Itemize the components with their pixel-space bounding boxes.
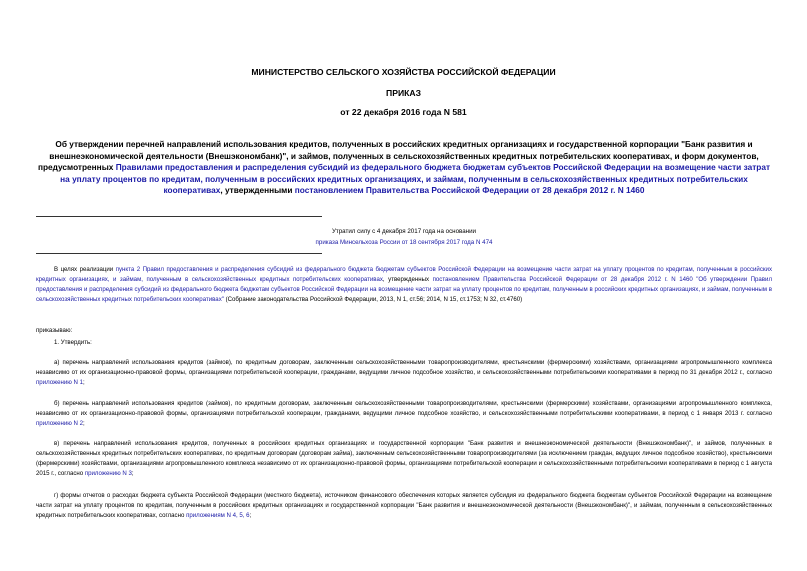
item-d-text: г) формы отчетов о расходах бюджета субъекта Российской Федерации (местного бюджета), источником финансового обеспечения которых является субсидия из федерального бюджета бюджетам субъектов Российской Федерации на возмещение части затрат на уплату процентов по кредитам, полученным в российских кредитных организациях и государственной корпорации "Банк развития и внешнеэкономической деятельности (Внешэкономбанк)", и займам, полученным в сельскохозяйственных кредитных потребительских кооперативах, согласно — [36, 492, 772, 519]
item-d-link[interactable]: приложениям N 4, 5, 6 — [186, 511, 250, 519]
item-a-paragraph — [36, 358, 772, 388]
title-link-resolution[interactable]: постановлением Правительства Российской Федерации от 28 декабря 2012 г. N 1460 — [294, 185, 645, 196]
item-c-text: в) перечень направлений использования кредитов, полученных в российских кредитных организациях и государственной корпорации "Банк развития и внешнеэкономической деятельности (Внешэкономбанк)", и займов, полученных в сельскохозяйственных кредитных потребительских кооперативах, по кредитным договорам (договорам займа), заключенным сельскохозяйственными товаропроизводителями (за исключением граждан, ведущих личное подсобное хозяйство), крестьянскими (фермерскими) хозяйствами, организациями агропромышленного комплекса независимо от их организационно-правовой формы, организациями потребительской кооперации и сельскохозяйственными потребительскими кооперативами в период с 1 августа 2015 г., согласно — [36, 440, 772, 477]
status-notice-line: Утратил силу с 4 декабря 2017 года на основании — [331, 228, 477, 235]
status-notice-link-wrap — [36, 239, 772, 246]
item-b-end: ; — [83, 419, 85, 427]
item-b-link[interactable]: приложению N 2 — [36, 419, 84, 427]
preamble-link-rules[interactable]: пункта 2 Правил предоставления и распределения субсидий из федерального бюджета бюджетам субъектов Российской Федерации на возмещение части затрат на уплату процентов по кредитам, полученным в российских кредитных организациях, и займам, полученным в сельскохозяйственных кредитных потребительских кооперативах — [36, 266, 772, 283]
item-a-end: ; — [83, 378, 85, 386]
title-text-1: Об утверждении перечней направлений использования кредитов, полученных в российских кредитных организациях и государственной корпорации "Банк развития и внешнеэкономической деятельности (Внешэкономбанк)", и займов, полученных в сельскохозяйственных кредитных потребительских кооперативах, и форм документов, предусмотренных — [37, 139, 759, 173]
item-c-end: ; — [131, 469, 134, 477]
status-repeal-link[interactable]: приказа Минсельхоза России от 18 сентября 2017 года N 474 — [315, 239, 493, 246]
document-type-heading: ПРИКАЗ — [386, 88, 421, 98]
title-link-rules[interactable]: Правилами предоставления и распределения субсидий из федерального бюджета бюджетам субъектов Российской Федерации на возмещение части затрат на уплату процентов по кредитам, полученным в российских кредитных организациях, и займам, полученным в сельскохозяйственных кредитных потребительских кооперативах — [60, 162, 771, 196]
preamble-text-3: (Собрание законодательства Российской Федерации, 2013, N 1, ст.56; 2014, N 15, ст.1753; N 32, ст.4760) — [223, 295, 523, 303]
item-a-link[interactable]: приложению N 1 — [36, 378, 84, 386]
title-text-2: , утвержденными — [220, 185, 295, 196]
preamble-paragraph — [36, 265, 772, 305]
item-d-paragraph — [36, 491, 772, 521]
item-b-paragraph — [36, 399, 772, 429]
item-b-text: б) перечень направлений использования кредитов (займов), по кредитным договорам, заключенным сельскохозяйственными товаропроизводителями, крестьянскими (фермерскими) хозяйствами, организациями агропромышленного комплекса, независимо от их организационно-правовой формы, организациями потребительской кооперации, гражданами, ведущими личное подсобное хозяйство, и сельскохозяйственными потребительскими кооперативами, в период с 1 января 2013 г. согласно — [36, 400, 772, 417]
divider-bottom — [36, 253, 322, 254]
ministry-heading: МИНИСТЕРСТВО СЕЛЬСКОГО ХОЗЯЙСТВА РОССИЙСКОЙ ФЕДЕРАЦИИ — [251, 67, 556, 77]
item-1-approve: 1. Утвердить: — [54, 339, 92, 346]
item-c-link[interactable]: приложению N 3 — [84, 469, 132, 477]
preamble-text-2: , утвержденных — [382, 275, 433, 283]
item-c-paragraph — [36, 439, 772, 479]
item-a-text: а) перечень направлений использования кредитов (займов), по кредитным договорам, заключенным сельскохозяйственными товаропроизводителями, крестьянскими (фермерскими) хозяйствами, организациями агропромышленного комплекса независимо от их организационно-правовой формы, организациями потребительской кооперации, гражданами, ведущими личное подсобное хозяйство, и сельскохозяйственными потребительскими кооперативами в период по 31 декабря 2012 г., согласно — [36, 359, 772, 376]
preamble-link-resolution[interactable]: постановлением Правительства Российской Федерации от 28 декабря 2012 г. N 1460 "Об утверждении Правил предоставления и распределения субсидий из федерального бюджета бюджетам субъектов Российской Федерации на возмещение части затрат на уплату процентов по кредитам, полученным в российских кредитных организациях, и займам, полученным в сельскохозяйственных кредитных потребительских кооперативах" — [36, 275, 773, 303]
preamble-text-1: В целях реализации — [54, 266, 116, 273]
orders-line: приказываю: — [36, 327, 73, 334]
document-date-number: от 22 декабря 2016 года N 581 — [340, 107, 467, 117]
divider-top — [36, 216, 322, 217]
document-title — [36, 139, 772, 197]
item-d-end: ; — [249, 511, 252, 519]
